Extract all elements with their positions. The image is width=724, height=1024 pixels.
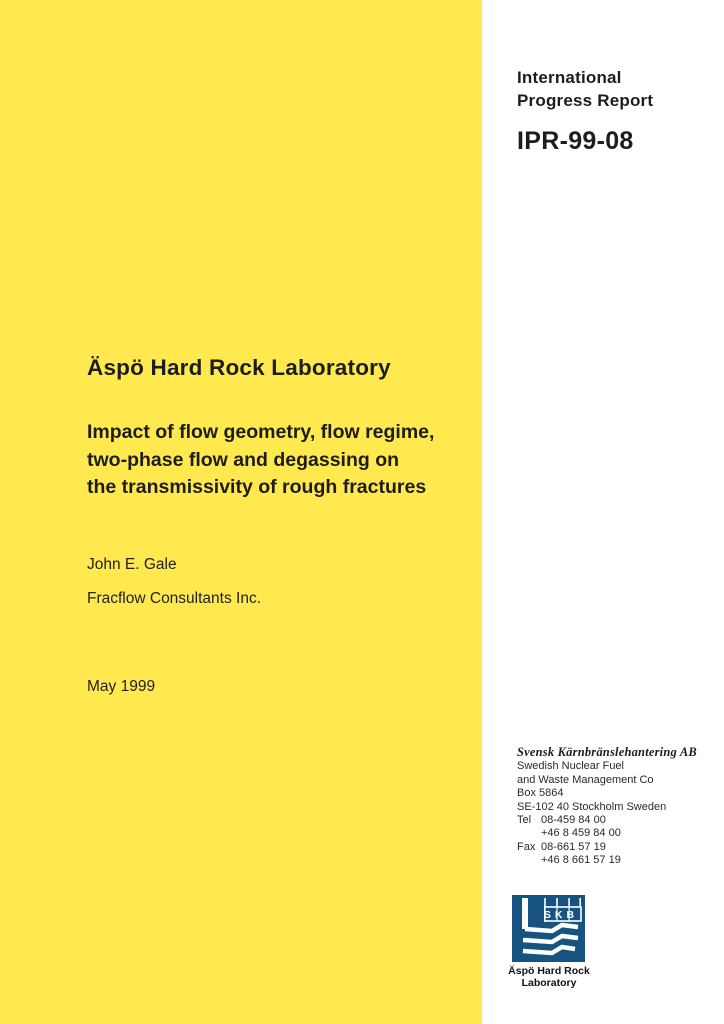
report-subtitle-line-1: Impact of flow geometry, flow regime,: [87, 421, 435, 443]
publisher-company-name: Svensk Kärnbränslehantering AB: [517, 745, 697, 759]
report-date: May 1999: [87, 678, 156, 695]
skb-logo-caption: [508, 965, 590, 989]
skb-logo-caption-line-2: Laboratory: [521, 977, 577, 989]
publisher-address-line-1: Swedish Nuclear Fuel: [517, 760, 624, 773]
report-type-line-1: International: [517, 68, 622, 87]
phone-intl-number: +46 8 459 84 00: [541, 827, 621, 840]
phone-intl-row: [517, 827, 697, 840]
fax-row: [517, 841, 697, 854]
phone-number: 08-459 84 00: [541, 814, 606, 827]
report-title: Äspö Hard Rock Laboratory: [87, 355, 391, 380]
report-subtitle-line-2: two-phase flow and degassing on: [87, 448, 400, 471]
publisher-address-line-4: SE-102 40 Stockholm Sweden: [517, 800, 667, 813]
fax-intl-row: [517, 854, 697, 867]
phone-label: Tel: [517, 814, 532, 827]
report-header: [517, 66, 653, 156]
skb-logo-text: SKB: [543, 909, 579, 921]
author-name: John E. Gale: [87, 556, 177, 573]
skb-logo-lbar: [522, 898, 528, 929]
report-subtitle: [87, 419, 434, 502]
skb-logo-icon: [512, 895, 585, 962]
fax-number: 08-661 57 19: [541, 840, 606, 853]
author-affiliation: Fracflow Consultants Inc.: [87, 590, 262, 607]
publisher-address-block: [517, 746, 697, 868]
report-type-line-2: Progress Report: [517, 91, 654, 110]
skb-logo-caption-line-1: Äspö Hard Rock: [508, 965, 590, 977]
fax-label: Fax: [517, 840, 536, 853]
fax-intl-number: +46 8 661 57 19: [541, 854, 621, 867]
publisher-address-line-3: Box 5864: [517, 787, 564, 800]
report-subtitle-line-3: the transmissivity of rough fractures: [87, 476, 427, 498]
report-number: IPR-99-08: [517, 127, 634, 155]
phone-row: [517, 814, 697, 827]
report-type: [517, 66, 653, 112]
publisher-address-line-2: and Waste Management Co: [517, 773, 654, 786]
